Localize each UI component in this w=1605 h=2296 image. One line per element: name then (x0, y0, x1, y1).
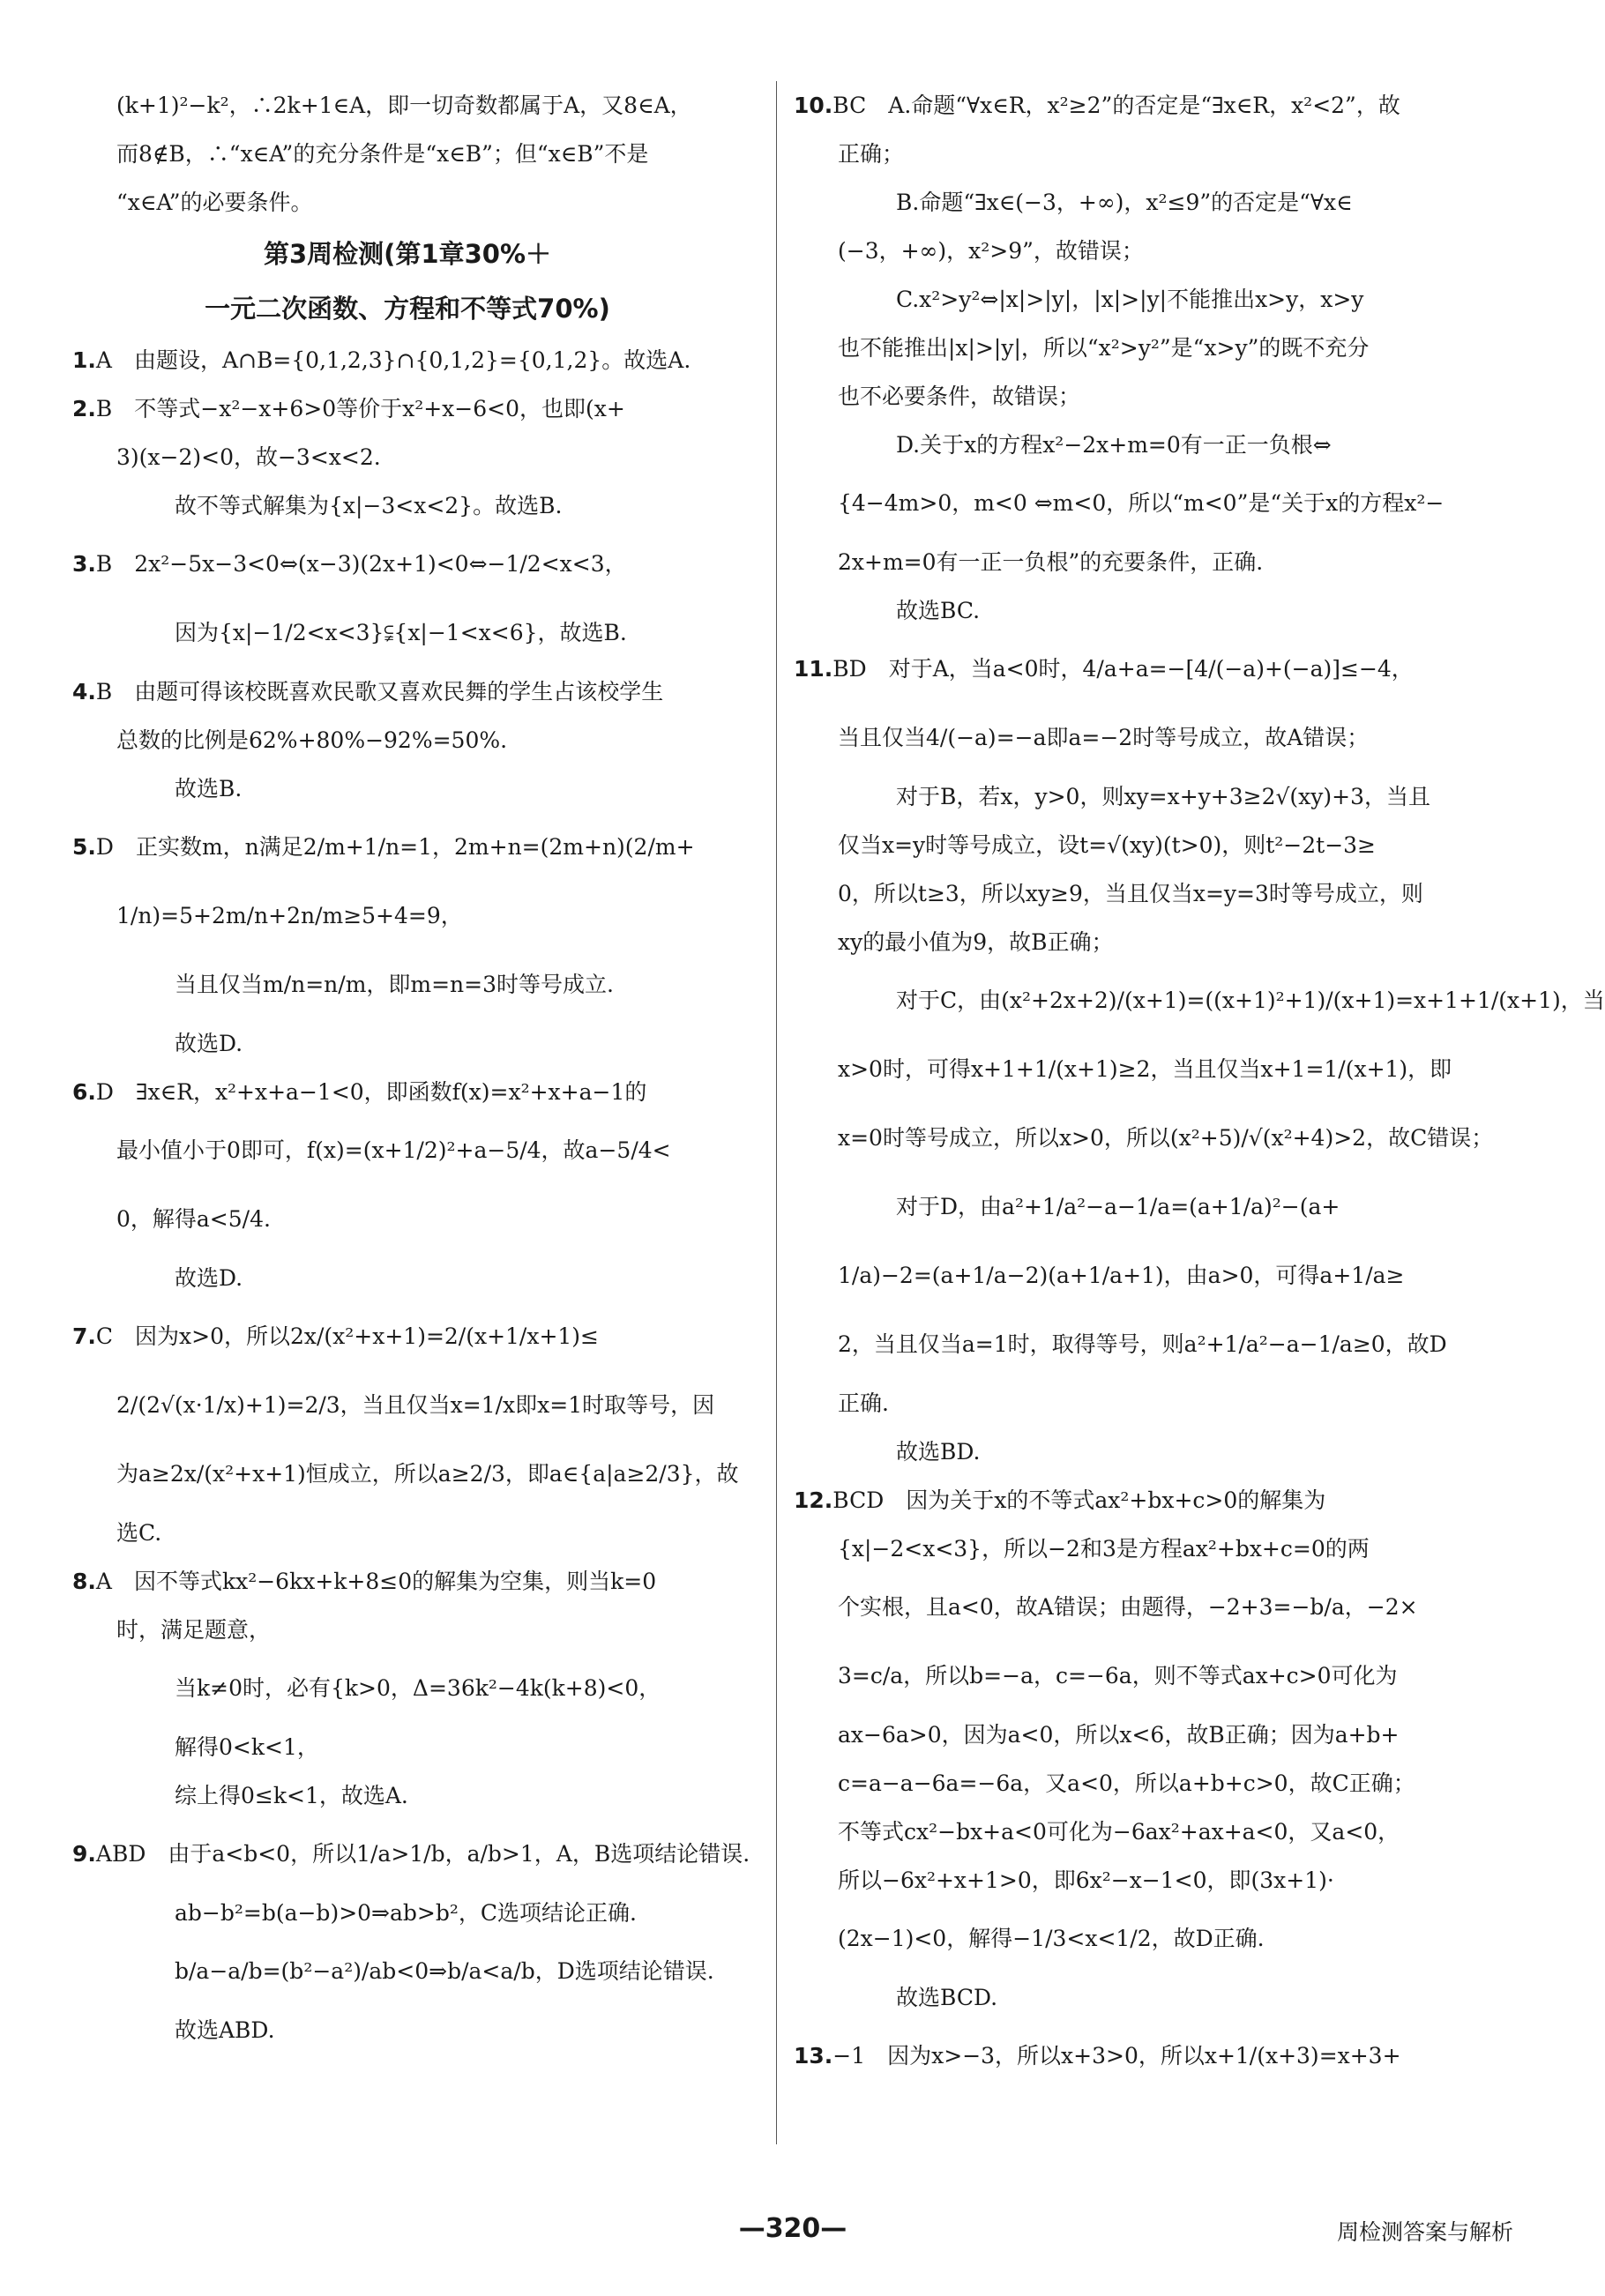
answer-line (72, 178, 743, 227)
answer-line (794, 81, 1464, 130)
answer-text: B 由题可得该校既喜欢民歌又喜欢民舞的学生占该校学生 (95, 679, 664, 704)
answer-line (794, 1573, 1464, 1642)
answer-line (794, 227, 1464, 275)
answer-line (72, 336, 743, 384)
answer-text: 也不能推出|x|>|y|，所以“x²>y²”是“x>y”的既不充分 (838, 335, 1370, 361)
answer-text: 故选D. (175, 1031, 243, 1056)
answer-line (72, 882, 743, 950)
answer-text: 一元二次函数、方程和不等式70%) (205, 294, 610, 324)
answer-text: {x|−2<x<3}，所以−2和3是方程ax²+bx+c=0的两 (838, 1536, 1370, 1562)
answer-line (794, 538, 1464, 586)
answer-text: x=0时等号成立，所以x>0，所以(x²+5)/√(x²+4)>2，故C错误； (838, 1125, 1494, 1151)
answer-line (72, 1068, 743, 1116)
answer-line (794, 469, 1464, 538)
answer-text: 不等式cx²−bx+a<0可化为−6ax²+ax+a<0，又a<0， (838, 1819, 1400, 1845)
answer-line (794, 178, 1464, 227)
section-title: 周检测答案与解析 (1336, 2219, 1513, 2245)
answer-text: ax−6a>0，因为a<0，所以x<6，故B正确；因为a+b+ (838, 1722, 1400, 1748)
answer-line (72, 481, 743, 530)
answer-line (72, 1889, 743, 1937)
column-divider (776, 81, 777, 2144)
answer-line (794, 1476, 1464, 1524)
answer-text: 1/n)=5+2m/n+2n/m≥5+4=9， (116, 903, 463, 928)
answer-line (72, 1302, 743, 1371)
answer-text: 正确； (838, 141, 905, 167)
question-number: 4. (72, 679, 96, 704)
answer-text: x>0时，可得x+1+1/(x+1)≥2，当且仅当x+1=1/(x+1)，即 (838, 1056, 1452, 1082)
answer-line (794, 324, 1464, 372)
answer-text: 当k≠0时，必有{k>0，Δ=36k²−4k(k+8)<0， (175, 1675, 661, 1701)
answer-text: A 因不等式kx²−6kx+k+8≤0的解集为空集，则当k=0 (95, 1569, 657, 1594)
question-number: 8. (72, 1569, 96, 1594)
answer-line (794, 275, 1464, 324)
answer-text: 对于B，若x，y>0，则xy=x+y+3≥2√(xy)+3，当且 (896, 784, 1431, 809)
answer-line (72, 667, 743, 716)
answer-line (794, 1524, 1464, 1573)
answer-line (72, 81, 743, 130)
answer-text: 为a≥2x/(x²+x+1)恒成立，所以a≥2/3，即a∈{a|a≥2/3}，故 (116, 1461, 739, 1487)
answer-line (794, 966, 1605, 1035)
answer-text: 最小值小于0即可，f(x)=(x+1/2)²+a−5/4，故a−5/4< (116, 1137, 671, 1163)
answer-line (72, 1185, 743, 1254)
answer-text: 3=c/a，所以b=−a，c=−6a，则不等式ax+c>0可化为 (838, 1663, 1398, 1688)
question-number: 5. (72, 834, 96, 860)
answer-text: (2x−1)<0，解得−1/3<x<1/2，故D正确. (838, 1926, 1265, 1951)
page-number: —320— (738, 2213, 847, 2244)
answer-line (794, 1808, 1464, 1856)
answer-text: 故选D. (175, 1265, 243, 1291)
answer-line (794, 635, 1464, 704)
answer-text: {4−4m>0，m<0 ⇔m<0，所以“m<0”是“关于x的方程x²− (838, 490, 1444, 516)
answer-text: 个实根，且a<0，故A错误；由题得，−2+3=−b/a，−2× (838, 1594, 1418, 1620)
answer-text: 对于D，由a²+1/a²−a−1/a=(a+1/a)²−(a+ (896, 1194, 1340, 1219)
answer-line (794, 1379, 1464, 1428)
answer-line (794, 372, 1464, 421)
answer-text: 总数的比例是62%+80%−92%=50%. (116, 727, 508, 753)
answer-text: B 不等式−x²−x+6>0等价于x²+x−6<0，也即(x+ (95, 396, 625, 421)
answer-text: c=a−a−6a=−6a，又a<0，所以a+b+c>0，故C正确； (838, 1770, 1415, 1796)
answer-text: 综上得0≤k<1，故选A. (175, 1783, 408, 1808)
answer-text: 故选BC. (896, 598, 981, 623)
answer-text: 正确. (838, 1390, 889, 1416)
answer-text: 故不等式解集为{x|−3<x<2}。故选B. (175, 493, 563, 518)
answer-text: (−3，+∞)，x²>9”，故错误； (838, 238, 1144, 264)
question-number: 13. (794, 2043, 833, 2069)
answer-line (72, 530, 743, 599)
answer-line (794, 1711, 1464, 1759)
answer-text: D ∃x∈R，x²+x+a−1<0，即函数f(x)=x²+x+a−1的 (95, 1079, 647, 1105)
answer-line (794, 1973, 1464, 2022)
answer-line (72, 433, 743, 481)
answer-text: 也不必要条件，故错误； (838, 384, 1081, 409)
answer-text: 当且仅当4/(−a)=−a即a=−2时等号成立，故A错误； (838, 725, 1370, 750)
answer-line (72, 2006, 743, 2054)
answer-text: xy的最小值为9，故B正确； (838, 929, 1114, 955)
answer-text: ab−b²=b(a−b)>0⇒ab>b²，C选项结论正确. (175, 1900, 637, 1926)
answer-line (794, 1905, 1464, 1973)
answer-line (794, 704, 1464, 772)
answer-line (72, 1820, 750, 1889)
answer-line (72, 1254, 743, 1302)
question-number: 3. (72, 551, 96, 577)
answer-line (72, 1771, 743, 1820)
answer-text: BC A.命题“∀x∈R，x²≥2”的否定是“∃x∈R，x²<2”，故 (832, 93, 1400, 118)
answer-text: b/a−a/b=(b²−a²)/ab<0⇒b/a<a/b，D选项结论错误. (175, 1958, 714, 1984)
answer-text: 0，解得a<5/4. (116, 1206, 271, 1232)
answer-line (794, 1856, 1464, 1905)
answer-line (794, 869, 1464, 918)
answer-line (72, 1723, 743, 1771)
answer-line (72, 384, 743, 433)
answer-line (72, 599, 743, 667)
answer-text: 第3周检测(第1章30%＋ (263, 239, 552, 269)
answer-text: 2/(2√(x·1/x)+1)=2/3，当且仅当x=1/x即x=1时取等号，因 (116, 1392, 715, 1418)
answer-text: D.关于x的方程x²−2x+m=0有一正一负根⇔ (896, 432, 1332, 458)
answer-line (72, 716, 743, 764)
answer-text: “x∈A”的必要条件。 (116, 190, 313, 215)
answer-text: C 因为x>0，所以2x/(x²+x+1)=2/(x+1/x+1)≤ (95, 1323, 599, 1349)
answer-text: 当且仅当m/n=n/m，即m=n=3时等号成立. (175, 972, 614, 997)
answer-text: 3)(x−2)<0，故−3<x<2. (116, 444, 381, 470)
answer-line (72, 130, 743, 178)
answer-text: ABD 由于a<b<0，所以1/a>1/b，a/b>1，A，B选项结论错误. (95, 1841, 750, 1867)
section-heading (72, 281, 743, 336)
answer-text: BD 对于A，当a<0时，4/a+a=−[4/(−a)+(−a)]≤−4， (832, 656, 1414, 682)
answer-text: 时，满足题意， (116, 1617, 272, 1643)
question-number: 6. (72, 1079, 96, 1105)
answer-text: BCD 因为关于x的不等式ax²+bx+c>0的解集为 (832, 1487, 1326, 1513)
answer-text: 因为{x|−1/2<x<3}⫋{x|−1<x<6}，故选B. (175, 620, 627, 645)
answer-text: A 由题设，A∩B={0,1,2,3}∩{0,1,2}={0,1,2}。故选A. (95, 347, 691, 373)
answer-line (794, 918, 1464, 966)
answer-text: C.x²>y²⇔|x|>|y|，|x|>|y|不能推出x>y，x>y (896, 287, 1364, 312)
answer-line (794, 1310, 1464, 1379)
answer-line (794, 2022, 1464, 2091)
answer-text: 所以−6x²+x+1>0，即6x²−x−1<0，即(3x+1)· (838, 1867, 1334, 1893)
answer-text: 故选B. (175, 776, 243, 801)
answer-line (72, 813, 743, 882)
answer-text: 解得0<k<1， (175, 1734, 319, 1760)
answer-line (72, 1557, 743, 1606)
answer-line (794, 586, 1464, 635)
answer-line (72, 1371, 743, 1440)
answer-line (72, 764, 743, 813)
answer-line (794, 1173, 1464, 1241)
answer-text: D 正实数m，n满足2/m+1/n=1，2m+n=(2m+n)(2/m+ (95, 834, 695, 860)
answer-text: 而8∉B，∴“x∈A”的充分条件是“x∈B”；但“x∈B”不是 (116, 141, 649, 167)
answer-line (72, 1606, 743, 1654)
answer-text: B 2x²−5x−3<0⇔(x−3)(2x+1)<0⇔−1/2<x<3， (95, 551, 627, 577)
answer-text: 2，当且仅当a=1时，取得等号，则a²+1/a²−a−1/a≥0，故D (838, 1331, 1447, 1357)
answer-text: 0，所以t≥3，所以xy≥9，当且仅当x=y=3时等号成立，则 (838, 881, 1423, 906)
answer-line (794, 1642, 1464, 1711)
answer-text: 故选BCD. (896, 1985, 998, 2010)
answer-line (72, 1654, 743, 1723)
question-number: 12. (794, 1487, 833, 1513)
answer-line (72, 1116, 743, 1185)
answer-text: B.命题“∃x∈(−3，+∞)，x²≤9”的否定是“∀x∈ (896, 190, 1353, 215)
answer-text: (k+1)²−k²，∴2k+1∈A，即一切奇数都属于A，又8∈A， (116, 93, 692, 118)
answer-line (794, 821, 1464, 869)
question-number: 10. (794, 93, 833, 118)
answer-line (794, 1241, 1464, 1310)
answer-line (72, 950, 743, 1019)
question-number: 9. (72, 1841, 96, 1867)
answer-text: 仅当x=y时等号成立，设t=√(xy)(t>0)，则t²−2t−3≥ (838, 832, 1376, 858)
question-number: 1. (72, 347, 96, 373)
answer-line (794, 772, 1464, 821)
right-column (794, 81, 1605, 2091)
answer-line (72, 1019, 743, 1068)
answer-text: −1 因为x>−3，所以x+3>0，所以x+1/(x+3)=x+3+ (832, 2043, 1401, 2069)
question-number: 2. (72, 396, 96, 421)
answer-line (72, 1937, 743, 2006)
left-column (72, 81, 750, 2054)
answer-line (794, 1428, 1464, 1476)
section-heading (72, 227, 743, 281)
answer-text: 2x+m=0有一正一负根”的充要条件，正确. (838, 549, 1264, 575)
answer-line (794, 1104, 1494, 1173)
answer-line (794, 130, 1464, 178)
answer-text: 对于C，由(x²+2x+2)/(x+1)=((x+1)²+1)/(x+1)=x+1+1/(x+1)，当 (896, 988, 1605, 1013)
answer-text: 故选BD. (896, 1439, 981, 1465)
answer-text: 故选ABD. (175, 2017, 275, 2043)
answer-line (794, 1759, 1464, 1808)
answer-line (72, 1509, 743, 1557)
answer-line (794, 421, 1464, 469)
answer-line (72, 1440, 743, 1509)
answer-line (794, 1035, 1464, 1104)
answer-text: 1/a)−2=(a+1/a−2)(a+1/a+1)，由a>0，可得a+1/a≥ (838, 1263, 1405, 1288)
question-number: 7. (72, 1323, 96, 1349)
question-number: 11. (794, 656, 833, 682)
answer-text: 选C. (116, 1520, 162, 1546)
